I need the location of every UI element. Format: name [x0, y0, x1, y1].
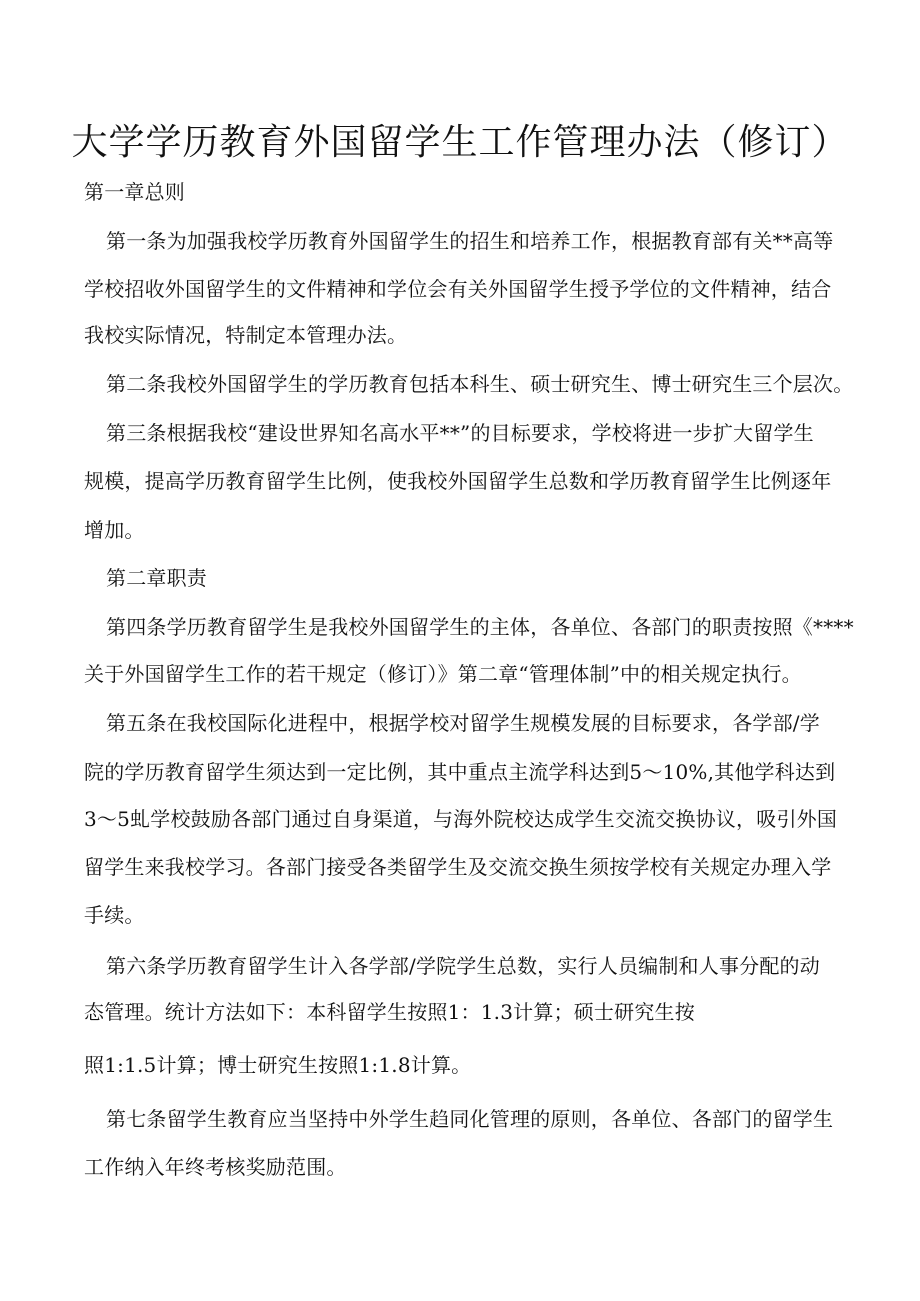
- paragraph-line: 第三条根据我校“建设世界知名高水平**”的目标要求，学校将进一步扩大留学生: [106, 421, 814, 445]
- paragraph-line: 第二条我校外国留学生的学历教育包括本科生、硕士研究生、博士研究生三个层次。: [106, 372, 854, 396]
- paragraph-line: 院的学历教育留学生须达到一定比例，其中重点主流学科达到5～10%,其他学科达到: [84, 760, 836, 784]
- paragraph-line: 第七条留学生教育应当坚持中外学生趋同化管理的原则，各单位、各部门的留学生: [106, 1107, 834, 1131]
- paragraph-line: 工作纳入年终考核奖励范围。: [84, 1155, 347, 1179]
- paragraph-line: 照1:1.5计算；博士研究生按照1:1.8计算。: [84, 1053, 472, 1077]
- document-title: 大学学历教育外国留学生工作管理办法（修订）: [71, 122, 849, 163]
- paragraph-line: 我校实际情况，特制定本管理办法。: [84, 323, 408, 347]
- paragraph-line: 第六条学历教育留学生计入各学部/学院学生总数，实行人员编制和人事分配的动: [106, 954, 820, 978]
- chapter-heading: 第一章总则: [84, 180, 185, 204]
- paragraph-line: 第一条为加强我校学历教育外国留学生的招生和培养工作，根据教育部有关**高等: [106, 229, 834, 253]
- paragraph-line: 手续。: [84, 903, 145, 927]
- paragraph-line: 学校招收外国留学生的文件精神和学位会有关外国留学生授予学位的文件精神，结合: [84, 277, 832, 301]
- paragraph-line: 3～5虬学校鼓励各部门通过自身渠道，与海外院校达成学生交流交换协议，吸引外国: [84, 807, 838, 831]
- paragraph-line: 态管理。统计方法如下：本科留学生按照1：1.3计算；硕士研究生按: [84, 1000, 695, 1024]
- paragraph-line: 规模，提高学历教育留学生比例，使我校外国留学生总数和学历教育留学生比例逐年: [84, 469, 832, 493]
- paragraph-line: 增加。: [84, 518, 145, 542]
- paragraph-line: 关于外国留学生工作的若干规定（修订）》第二章“管理体制”中的相关规定执行。: [84, 662, 802, 686]
- paragraph-line: 第五条在我校国际化进程中，根据学校对留学生规模发展的目标要求，各学部/学: [106, 711, 820, 735]
- paragraph-line: 留学生来我校学习。各部门接受各类留学生及交流交换生须按学校有关规定办理入学: [84, 855, 832, 879]
- paragraph-line: 第四条学历教育留学生是我校外国留学生的主体，各单位、各部门的职责按照《****: [106, 615, 854, 639]
- chapter-heading: 第二章职责: [106, 566, 207, 590]
